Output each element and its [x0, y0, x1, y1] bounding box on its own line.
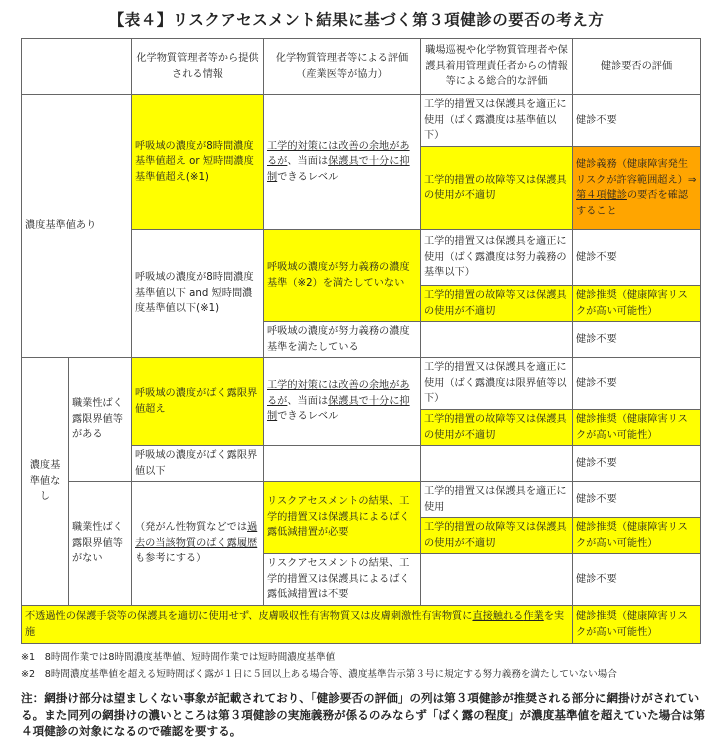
header-eval1: 化学物質管理者等による評価（産業医等が協力）	[264, 39, 421, 95]
eval2-cell	[421, 322, 573, 358]
subgroup-label-with-limit: 職業性ばく露限界値等がある	[69, 358, 132, 482]
eval2-cell: 工学的措置又は保護具を適正に使用（ばく露濃度は努力義務の基準以下）	[421, 230, 573, 286]
group-label-no-standard: 濃度基準値なし	[22, 358, 69, 606]
header-blank	[22, 39, 132, 95]
result-cell: 健診不要	[573, 230, 701, 286]
eval1-cell: リスクアセスメントの結果、工学的措置又は保護具によるばく露低減措置が必要	[264, 482, 421, 554]
header-info: 化学物質管理者等から提供される情報	[132, 39, 264, 95]
info-cell: 呼吸域の濃度がばく露限界値以下	[132, 446, 264, 482]
header-eval2: 職場巡視や化学物質管理者や保護具着用管理責任者からの情報等による総合的な評価	[421, 39, 573, 95]
eval1-cell	[264, 446, 421, 482]
eval2-cell: 工学的措置の故障等又は保護具の使用が不適切	[421, 286, 573, 322]
eval1-cell: 呼吸域の濃度が努力義務の濃度基準を満たしている	[264, 322, 421, 358]
result-cell: 健診推奨（健康障害リスクが高い可能性）	[573, 410, 701, 446]
eval1-cell: 工学的対策には改善の余地があるが、当面は保護具で十分に抑制できるレベル	[264, 95, 421, 230]
info-cell: （発がん性物質などでは過去の当該物質のばく露履歴も参考にする）	[132, 482, 264, 606]
footnote-2: ※2 8時間濃度基準値を超える短時間ばく露が１日に５回以上ある場合等、濃度基準告示第３号に規定する努力義務を満たしていない場合	[21, 669, 617, 680]
eval2-cell: 工学的措置又は保護具を適正に使用	[421, 482, 573, 518]
header-row	[22, 39, 701, 95]
eval1-cell: 呼吸域の濃度が努力義務の濃度基準（※2）を満たしていない	[264, 230, 421, 322]
subgroup-label-no-limit: 職業性ばく露限界値等がない	[69, 482, 132, 606]
eval2-cell	[421, 554, 573, 606]
note-text: 注：網掛け部分は望ましくない事象が記載されており、「健診要否の評価」の列は第３項健診が推奨される部分に網掛けがされている。また同列の網掛けの濃いところは第３項健診の実施義務が係るのみならず「ばく露の程度」が濃度基準値を超えていた場合は第４項健診の対象になるので確認を要する。	[21, 691, 706, 738]
page-title: 【表４】リスクアセスメント結果に基づく第３項健診の要否の考え方	[108, 11, 605, 29]
info-cell: 呼吸域の濃度がばく露限界値超え	[132, 358, 264, 446]
eval1-cell: リスクアセスメントの結果、工学的措置又は保護具によるばく露低減措置は不要	[264, 554, 421, 606]
eval2-cell: 工学的措置又は保護具を適正に使用（ばく露濃度は限界値等以下）	[421, 358, 573, 410]
result-cell: 健診不要	[573, 95, 701, 147]
assessment-table	[21, 38, 701, 644]
table-row	[22, 95, 701, 147]
eval2-cell: 工学的措置の故障等又は保護具の使用が不適切	[421, 147, 573, 230]
info-cell: 呼吸域の濃度が8時間濃度基準値以下 and 短時間濃度基準値以下(※1)	[132, 230, 264, 358]
result-cell: 健診不要	[573, 482, 701, 518]
result-cell: 健診不要	[573, 322, 701, 358]
eval2-cell: 工学的措置又は保護具を適正に使用（ばく露濃度は基準値以下）	[421, 95, 573, 147]
result-cell-mandatory: 健診義務（健康障害発生リスクが許容範囲超え）⇒第４項健診の要否を確認すること	[573, 147, 701, 230]
info-cell: 呼吸域の濃度が8時間濃度基準値超え or 短時間濃度基準値超え(※1)	[132, 95, 264, 230]
table-row	[22, 606, 701, 644]
result-cell: 健診推奨（健康障害リスクが高い可能性）	[573, 286, 701, 322]
result-cell: 健診推奨（健康障害リスクが高い可能性）	[573, 606, 701, 644]
eval1-cell: 工学的対策には改善の余地があるが、当面は保護具で十分に抑制できるレベル	[264, 358, 421, 446]
eval2-cell: 工学的措置の故障等又は保護具の使用が不適切	[421, 518, 573, 554]
table-row	[22, 482, 701, 518]
eval2-cell: 工学的措置の故障等又は保護具の使用が不適切	[421, 410, 573, 446]
result-cell: 健診不要	[573, 446, 701, 482]
group-label-with-standard: 濃度基準値あり	[22, 95, 132, 358]
eval2-cell	[421, 446, 573, 482]
glove-row-text: 不透過性の保護手袋等の保護具を適切に使用せず、皮膚吸収性有害物質又は皮膚刺激性有害物質に直接触れる作業を実施	[22, 606, 573, 644]
result-cell: 健診推奨（健康障害リスクが高い可能性）	[573, 518, 701, 554]
result-cell: 健診不要	[573, 358, 701, 410]
header-result: 健診要否の評価	[573, 39, 701, 95]
footnote-1: ※1 8時間作業では8時間濃度基準値、短時間作業では短時間濃度基準値	[21, 652, 336, 663]
table-row	[22, 358, 701, 410]
result-cell: 健診不要	[573, 554, 701, 606]
